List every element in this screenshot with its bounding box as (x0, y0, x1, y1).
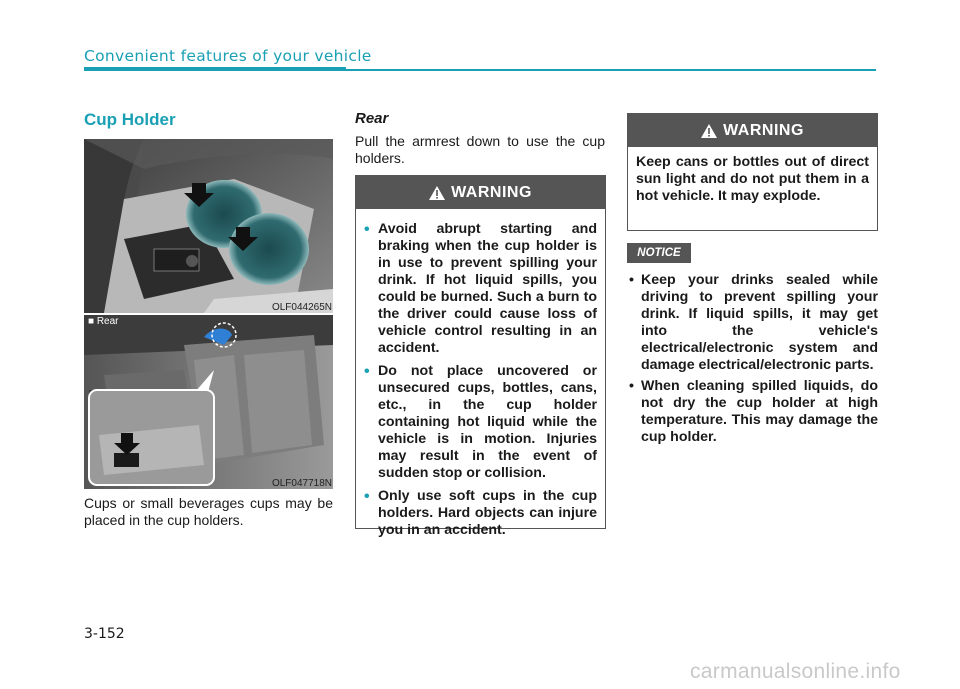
warning-list (356, 209, 605, 539)
warning-label: WARNING (451, 183, 532, 201)
front-image-code: OLF044265N (271, 302, 332, 313)
rear-cup-holder-photo (84, 315, 333, 489)
warning-triangle-icon (701, 124, 717, 138)
rear-image-code: OLF047718N (271, 478, 332, 489)
header-rule-thin (346, 69, 876, 71)
rear-image-label: ■ Rear (88, 316, 119, 327)
warning-box-main (355, 175, 606, 538)
warning-box-side (627, 113, 878, 231)
watermark: carmanualsonline.info (690, 660, 901, 683)
header-rule-thick (84, 67, 346, 71)
cup-holder-title: Cup Holder (84, 110, 176, 129)
cup-holder-description: Cups or small beverages cups may be placed in the cup holders. (84, 495, 333, 528)
rear-title: Rear (355, 110, 389, 127)
warning-item: • Do not place uncovered or unsecured cups, bottles, cans, etc., in the cup holder containing hot liquid while the vehicle is in motion. Injuries may result in the event of sudden stop or collision. (364, 363, 597, 481)
notice-item: • When cleaning spilled liquids, do not dry the cup holder at high temperature. This may damage the cup holder. (629, 378, 878, 445)
warning-side-text: Keep cans or bottles out of direct sun light and do not put them in a hot vehicle. It may explode. (636, 154, 869, 204)
page-number: 3-152 (84, 626, 125, 642)
warning-item: • Avoid abrupt starting and braking when the cup holder is in use to prevent spilling your drink. If hot liquid spills, you could be burned. Such a burn to the driver could cause loss of vehicle control resulting in an accident. (364, 221, 597, 356)
warning-header (628, 114, 877, 147)
warning-header (356, 176, 605, 209)
front-cup-holder-photo (84, 139, 333, 313)
warning-label: WARNING (723, 121, 804, 139)
warning-item: • Only use soft cups in the cup holders. Hard objects can injure you in an accident. (364, 488, 597, 538)
section-header-title: Convenient features of your vehicle (84, 47, 372, 65)
notice-list (629, 272, 878, 450)
notice-badge: NOTICE (627, 243, 691, 263)
rear-description: Pull the armrest down to use the cup holders. (355, 133, 605, 166)
warning-triangle-icon (429, 186, 445, 200)
notice-item: • Keep your drinks sealed while driving to prevent spilling your drink. If liquid spills, it may get into the vehicle's electrical/electronic system and damage electrical/electronic parts. (629, 272, 878, 373)
